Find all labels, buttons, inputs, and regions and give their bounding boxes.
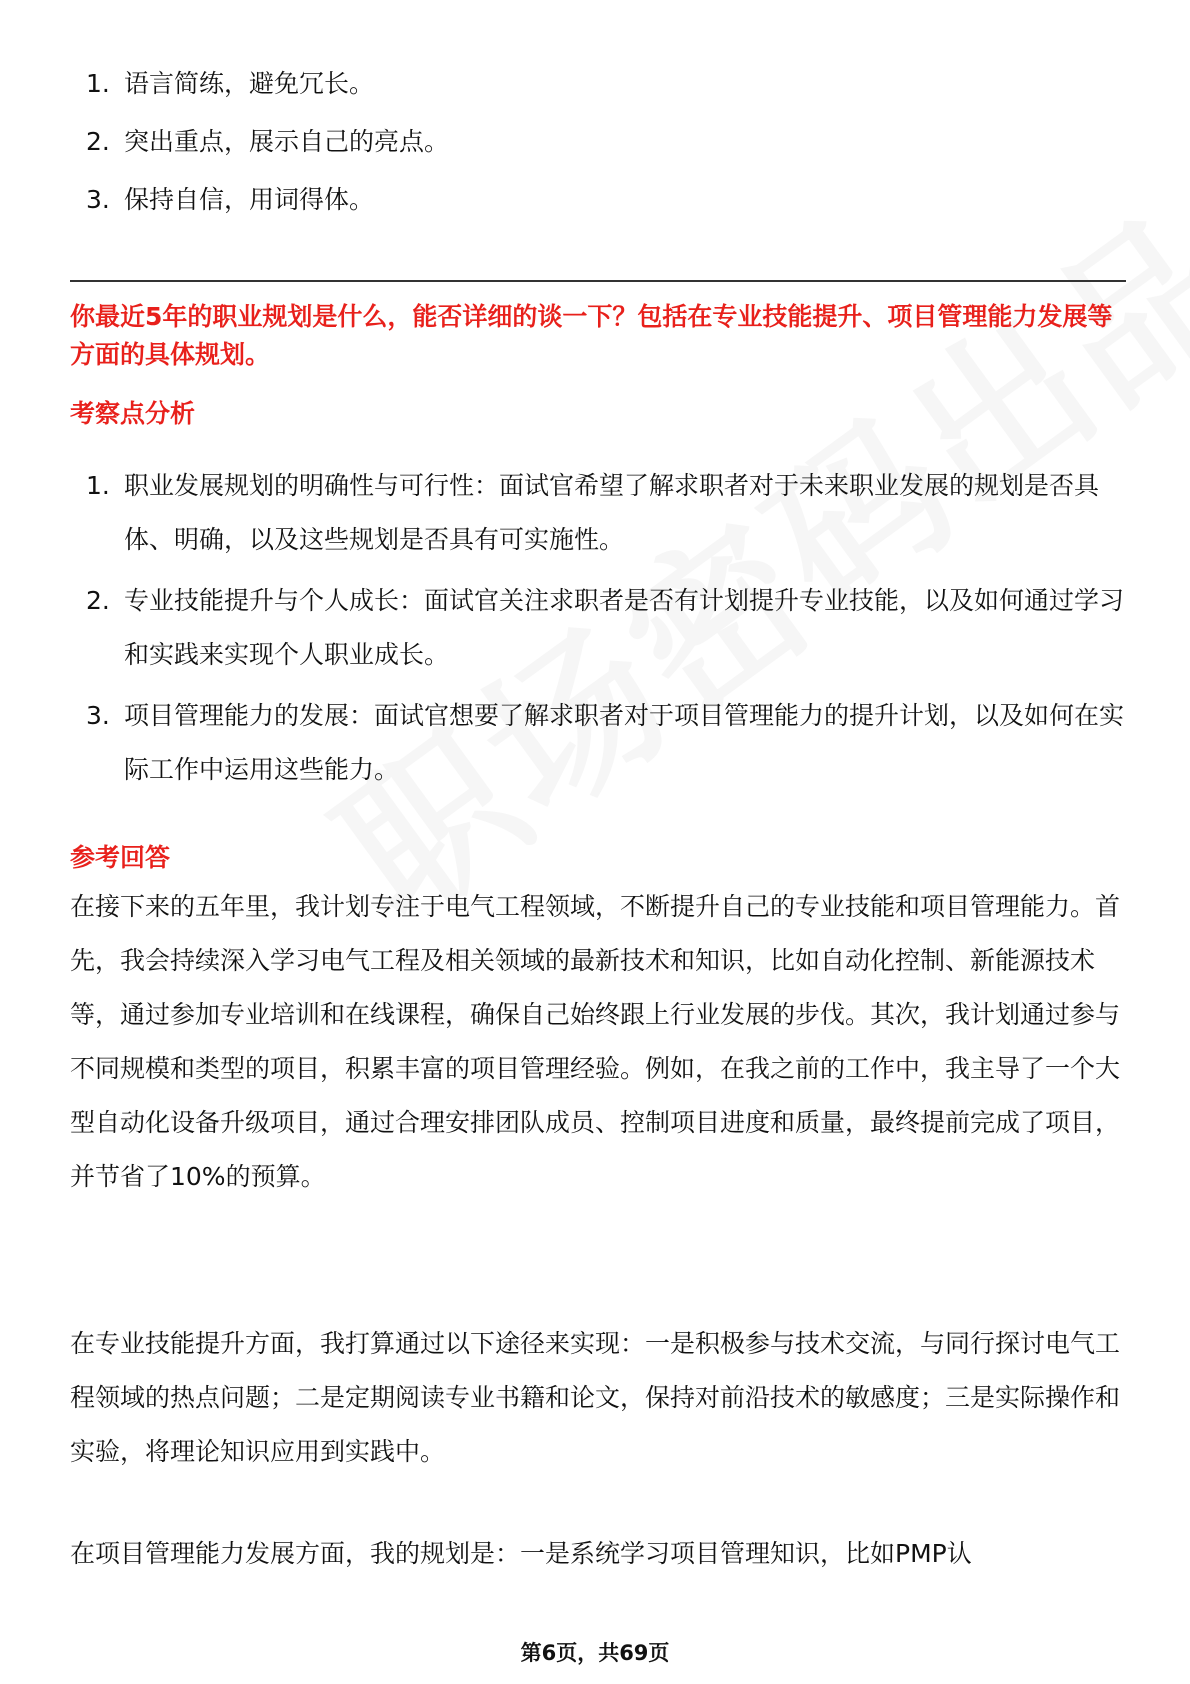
list-text: 项目管理能力的发展：面试官想要了解求职者对于项目管理能力的提升计划，以及如何在实际工作中运用这些能力。 [124, 701, 1125, 784]
intro-list [86, 55, 1126, 229]
list-text: 专业技能提升与个人成长：面试官关注求职者是否有计划提升专业技能，以及如何通过学习和实践来实现个人职业成长。 [124, 586, 1125, 669]
list-number: 1. [86, 69, 110, 98]
interview-question: 你最近5年的职业规划是什么，能否详细的谈一下？包括在专业技能提升、项目管理能力发展等方面的具体规划。 [70, 302, 1113, 369]
analysis-heading: 考察点分析 [70, 399, 196, 428]
page-number: 第6页，共69页 [520, 1641, 670, 1665]
analysis-list [86, 459, 1126, 804]
list-number: 2. [86, 586, 110, 615]
list-text: 语言简练，避免冗长。 [124, 69, 375, 98]
section-divider [70, 280, 1126, 282]
list-item [86, 459, 1126, 567]
list-item [86, 55, 1126, 113]
list-number: 3. [86, 701, 110, 730]
answer-heading: 参考回答 [70, 843, 171, 872]
list-text: 突出重点，展示自己的亮点。 [124, 127, 450, 156]
answer-paragraph: 在项目管理能力发展方面，我的规划是：一是系统学习项目管理知识，比如PMP认 [70, 1539, 972, 1568]
list-number: 2. [86, 127, 110, 156]
list-item [86, 113, 1126, 171]
list-item [86, 171, 1126, 229]
list-number: 3. [86, 185, 110, 214]
list-number: 1. [86, 471, 110, 500]
list-item [86, 574, 1126, 682]
list-item [86, 689, 1126, 797]
answer-paragraph: 在专业技能提升方面，我打算通过以下途径来实现：一是积极参与技术交流，与同行探讨电气工程领域的热点问题；二是定期阅读专业书籍和论文，保持对前沿技术的敏感度；三是实际操作和实验，将理论知识应用到实践中。 [70, 1329, 1121, 1466]
answer-paragraph: 在接下来的五年里，我计划专注于电气工程领域，不断提升自己的专业技能和项目管理能力。首先，我会持续深入学习电气工程及相关领域的最新技术和知识，比如自动化控制、新能源技术等，通过参加专业培训和在线课程，确保自己始终跟上行业发展的步伐。其次，我计划通过参与不同规模和类型的项目，积累丰富的项目管理经验。例如，在我之前的工作中，我主导了一个大型自动化设备升级项目，通过合理安排团队成员、控制项目进度和质量，最终提前完成了项目，并节省了10%的预算。 [70, 892, 1121, 1191]
list-text: 职业发展规划的明确性与可行性：面试官希望了解求职者对于未来职业发展的规划是否具体、明确，以及这些规划是否具有可实施性。 [124, 471, 1100, 554]
list-text: 保持自信，用词得体。 [124, 185, 375, 214]
